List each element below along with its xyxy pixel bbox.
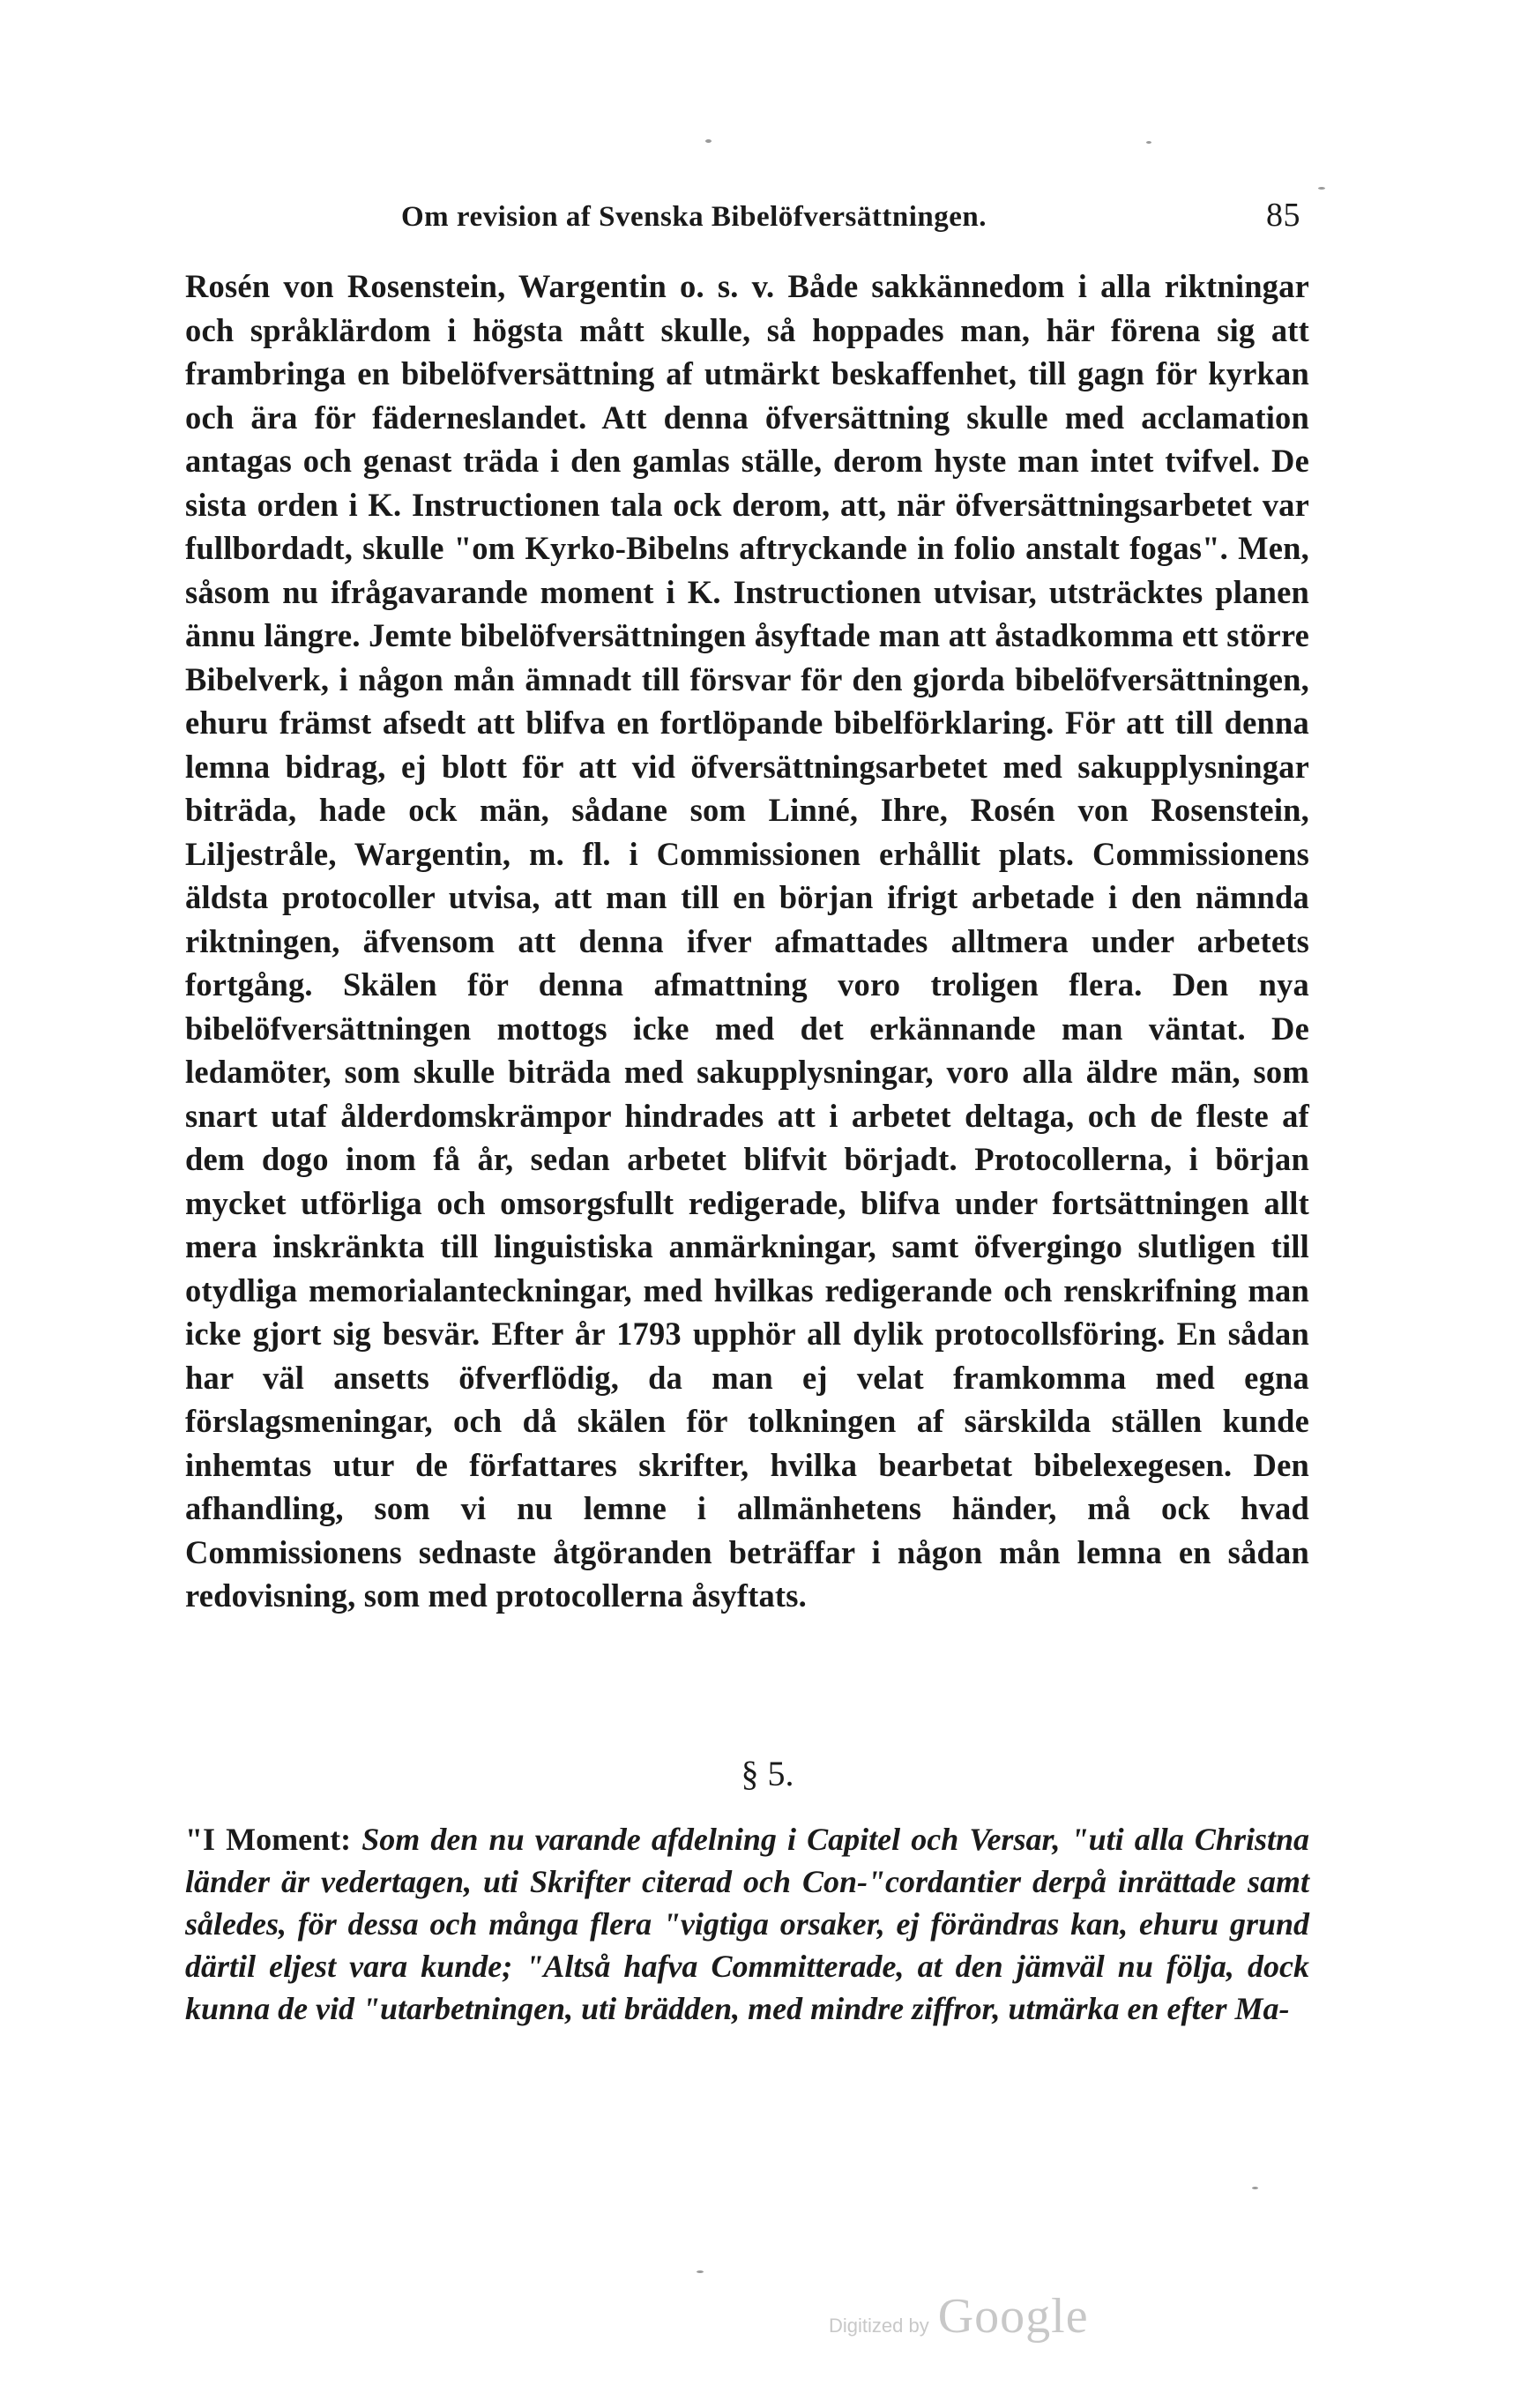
- section-heading: § 5.: [741, 1754, 794, 1793]
- google-logo: Google: [937, 2289, 1089, 2344]
- print-speck: [705, 139, 712, 143]
- page-number: 85: [1266, 197, 1300, 234]
- print-speck: [697, 2270, 704, 2273]
- print-speck: [1318, 187, 1325, 190]
- body-text: [185, 265, 1309, 1618]
- print-speck: [1252, 2187, 1258, 2189]
- digitized-by-label: Digitized by: [829, 2315, 929, 2337]
- digitized-watermark: [829, 2288, 1181, 2350]
- running-head: [401, 196, 1300, 238]
- running-head-title: Om revision af Svenska Bibelöfversättningen.: [401, 201, 987, 233]
- quoted-instruction: [185, 1818, 1309, 2030]
- body-paragraph: Rosén von Rosenstein, Wargentin o. s. v. Både sakkännedom i alla riktningar och språklärdom i högsta mått skulle, så hoppades man, här förena sig att frambringa en bibelöfversättning af utmärkt beskaffenhet, till gagn för kyrkan och ära för fäderneslandet. Att denna öfversättning skulle med acclamation antagas och genast träda i den gamlas ställe, derom hyste man intet tvifvel. De sista orden i K. Instructionen tala ock derom, att, när öfversättningsarbetet var fullbordadt, skulle "om Kyrko-Bibelns aftryckande in folio anstalt fogas". Men, såsom nu ifrågavarande moment i K. Instructionen utvisar, utsträcktes planen ännu längre. Jemte bibelöfversättningen åsyftade man att åstadkomma ett större Bibelverk, i någon mån ämnadt till försvar för den gjorda bibelöfversättningen, ehuru främst afsedt att blifva en fortlöpande bibelförklaring. För att till denna lemna bidrag, ej blott för att vid öfversättningsarbetet med sakupplysningar biträda, hade ock män, sådane som Linné, Ihre, Rosén von Rosenstein, Liljestråle, Wargentin, m. fl. i Commissionen erhållit plats. Commissionens äldsta protocoller utvisa, att man till en början ifrigt arbetade i den nämnda riktningen, äfvensom att denna ifver afmattades alltmera under arbetets fortgång. Skälen för denna afmattning voro troligen flera. Den nya bibelöfversättningen mottogs icke med det erkännande man väntat. De ledamöter, som skulle biträda med sakupplysningar, voro alla äldre män, som snart utaf ålderdomskrämpor hindrades att i arbetet deltaga, och de fleste af dem dogo inom få år, sedan arbetet blifvit börjadt. Protocollerna, i början mycket utförliga och omsorgsfullt redigerade, blifva under fortsättningen allt mera inskränkta till linguistiska anmärkningar, samt öfvergingo slutligen till otydliga memorialanteckningar, med hvilkas redigerande och renskrifning man icke gjort sig besvär. Efter år 1793 upphör all dylik protocollsföring. En sådan har väl ansetts öfverflödig, da man ej velat framkomma med egna förslagsmeningar, och då skälen för tolkningen af särskilda ställen kunde inhemtas utur de författares skrifter, hvilka bearbetat bibelexegesen. Den afhandling, som vi nu lemne i allmänhetens händer, må ock hvad Commissionens sednaste åtgöranden beträffar i någon mån lemna en sådan redovisning, som med protocollerna åsyftats.: [185, 268, 1309, 1614]
- quote-text: Som den nu varande afdelning i Capitel och Versar, "uti alla Christna länder är vedertagen, uti Skrifter citerad och Con-"cordantier derpå inrättade samt således, för dessa och många flera "vigtiga orsaker, ej förändras kan, ehuru grund därtil eljest vara kunde; "Altså hafva Committerade, at den jämväl nu följa, dock kunna de vid "utarbetningen, uti brädden, med mindre ziffror, utmärka en efter Ma-: [185, 1822, 1309, 2026]
- quote-lead: "I Moment:: [185, 1822, 362, 1857]
- print-speck: [1146, 141, 1151, 144]
